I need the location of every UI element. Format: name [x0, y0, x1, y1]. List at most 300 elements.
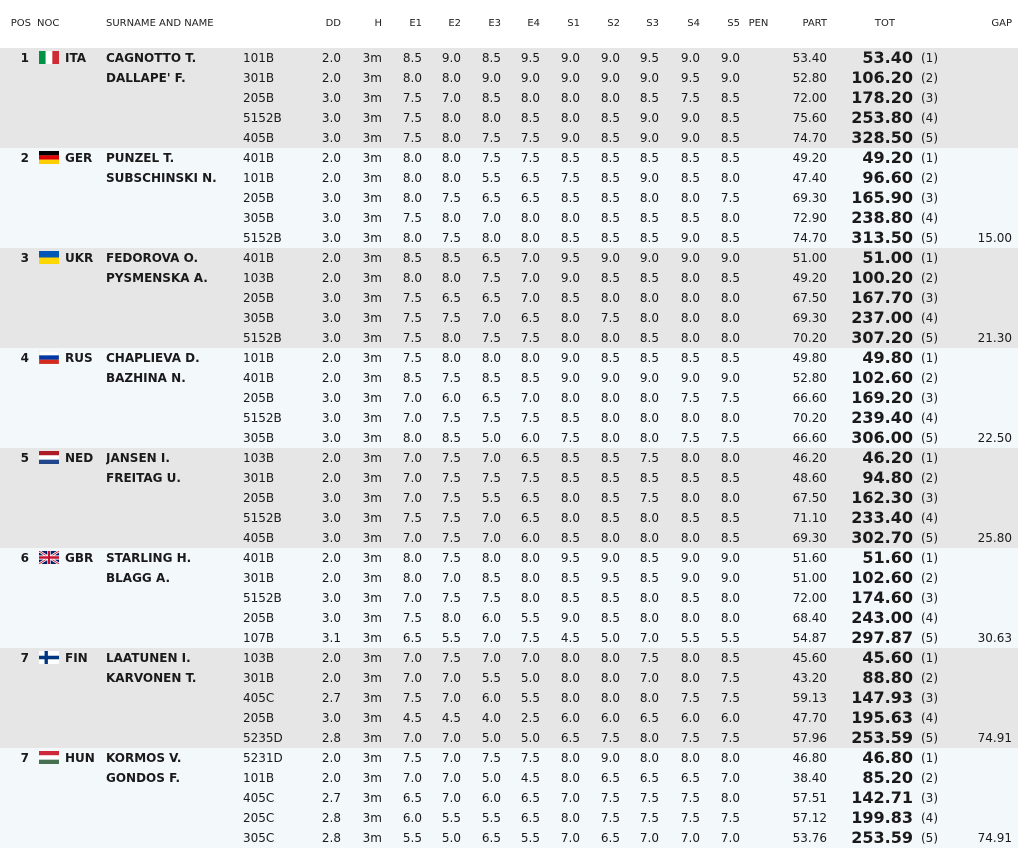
- s2: 9.0: [584, 748, 624, 768]
- table-row: [0, 368, 1018, 388]
- part: 38.40: [773, 768, 829, 788]
- rank: (3): [915, 788, 954, 808]
- height: 3m: [345, 68, 386, 88]
- e2: 7.5: [426, 468, 465, 488]
- rank: (4): [915, 308, 954, 328]
- s1: 8.5: [544, 148, 584, 168]
- athlete-name: FREITAG U.: [106, 468, 243, 488]
- table-row: [0, 708, 1018, 728]
- dd: 2.0: [300, 268, 345, 288]
- noc-cell: [35, 148, 106, 168]
- e4: 2.5: [505, 708, 544, 728]
- noc-code: GBR: [65, 551, 94, 565]
- s5: 8.0: [704, 408, 744, 428]
- s2: 8.5: [584, 228, 624, 248]
- rank: (5): [915, 528, 954, 548]
- tot: 169.20: [829, 388, 915, 408]
- s2: 8.0: [584, 648, 624, 668]
- e4: 8.0: [505, 548, 544, 568]
- height: 3m: [345, 388, 386, 408]
- height: 3m: [345, 748, 386, 768]
- s1: 8.0: [544, 328, 584, 348]
- athlete-name: FEDOROVA O.: [106, 248, 243, 268]
- dive-code: 301B: [243, 468, 300, 488]
- height: 3m: [345, 328, 386, 348]
- s1: 8.5: [544, 408, 584, 428]
- tot: 233.40: [829, 508, 915, 528]
- height-header: H: [374, 18, 382, 29]
- rank: (1): [915, 148, 954, 168]
- s5: 8.0: [704, 748, 744, 768]
- height: 3m: [345, 488, 386, 508]
- e2: 7.0: [426, 688, 465, 708]
- dd: 3.0: [300, 508, 345, 528]
- s1: 8.5: [544, 188, 584, 208]
- pen: [744, 228, 773, 248]
- tot: 238.80: [829, 208, 915, 228]
- pen: [744, 708, 773, 728]
- e4: 6.5: [505, 308, 544, 328]
- results-body: [0, 48, 1018, 848]
- rank: (2): [915, 468, 954, 488]
- table-row: [0, 288, 1018, 308]
- e2: 7.5: [426, 188, 465, 208]
- position: 6: [0, 548, 35, 568]
- part: 53.76: [773, 828, 829, 848]
- table-row: [0, 188, 1018, 208]
- s3: 8.5: [624, 228, 663, 248]
- e2: 7.5: [426, 368, 465, 388]
- dd: 2.7: [300, 788, 345, 808]
- tot: 237.00: [829, 308, 915, 328]
- pen: [744, 308, 773, 328]
- s5: 9.0: [704, 548, 744, 568]
- e3: 7.5: [465, 328, 505, 348]
- tot: 239.40: [829, 408, 915, 428]
- de-flag-icon: [39, 150, 59, 163]
- s5: 8.5: [704, 468, 744, 488]
- noc-code: NED: [65, 451, 94, 465]
- s1: 7.5: [544, 428, 584, 448]
- noc-cell: [35, 48, 106, 68]
- e1: 8.0: [386, 268, 426, 288]
- dive-code: 301B: [243, 68, 300, 88]
- s4: 8.0: [663, 268, 704, 288]
- rank: (2): [915, 768, 954, 788]
- part: 51.60: [773, 548, 829, 568]
- s3: 8.5: [624, 148, 663, 168]
- table-row: [0, 728, 1018, 748]
- e3: 7.0: [465, 508, 505, 528]
- position: 2: [0, 148, 35, 168]
- e1: 7.5: [386, 88, 426, 108]
- dive-code: 5152B: [243, 588, 300, 608]
- e1-header: E1: [409, 18, 422, 29]
- s3: 7.5: [624, 488, 663, 508]
- tot: 302.70: [829, 528, 915, 548]
- part: 49.20: [773, 148, 829, 168]
- e3: 5.0: [465, 768, 505, 788]
- e2: 7.0: [426, 748, 465, 768]
- height: 3m: [345, 448, 386, 468]
- s2: 8.5: [584, 128, 624, 148]
- s5: 9.0: [704, 68, 744, 88]
- dd: 2.0: [300, 168, 345, 188]
- table-row: [0, 388, 1018, 408]
- s2: 5.0: [584, 628, 624, 648]
- s1: 6.5: [544, 728, 584, 748]
- dd: 3.0: [300, 528, 345, 548]
- pen: [744, 188, 773, 208]
- dd: 3.0: [300, 108, 345, 128]
- pen: [744, 568, 773, 588]
- s5: 8.5: [704, 508, 744, 528]
- dive-code: 5152B: [243, 328, 300, 348]
- rank: (2): [915, 168, 954, 188]
- height: 3m: [345, 728, 386, 748]
- dd: 3.0: [300, 308, 345, 328]
- s5: 8.0: [704, 168, 744, 188]
- table-row: [0, 428, 1018, 448]
- pen: [744, 648, 773, 668]
- dive-code: 5152B: [243, 508, 300, 528]
- dd: 3.0: [300, 488, 345, 508]
- s4: 8.0: [663, 308, 704, 328]
- pen: [744, 668, 773, 688]
- e4: 7.5: [505, 408, 544, 428]
- athlete-name: BAZHINA N.: [106, 368, 243, 388]
- s1: 9.0: [544, 348, 584, 368]
- pen: [744, 448, 773, 468]
- height: 3m: [345, 188, 386, 208]
- e4: 7.5: [505, 748, 544, 768]
- table-row: [0, 48, 1018, 68]
- part: 45.60: [773, 648, 829, 668]
- s5: 8.0: [704, 328, 744, 348]
- e4: 5.0: [505, 728, 544, 748]
- s5: 8.5: [704, 128, 744, 148]
- e2: 8.0: [426, 348, 465, 368]
- pen: [744, 588, 773, 608]
- s3: 8.0: [624, 188, 663, 208]
- e1: 8.5: [386, 368, 426, 388]
- part: 74.70: [773, 228, 829, 248]
- part: 74.70: [773, 128, 829, 148]
- s5: 8.5: [704, 88, 744, 108]
- e4: 8.0: [505, 228, 544, 248]
- height: 3m: [345, 808, 386, 828]
- e1: 7.0: [386, 448, 426, 468]
- rank: (1): [915, 748, 954, 768]
- position: 5: [0, 448, 35, 468]
- s4: 8.5: [663, 148, 704, 168]
- part: 66.60: [773, 388, 829, 408]
- s2: 7.5: [584, 308, 624, 328]
- e4: 8.5: [505, 108, 544, 128]
- e2: 7.5: [426, 648, 465, 668]
- position: 7: [0, 648, 35, 668]
- s1: 8.0: [544, 668, 584, 688]
- s1: 8.5: [544, 568, 584, 588]
- gap-value: 22.50: [954, 428, 1018, 448]
- dd: 2.0: [300, 68, 345, 88]
- noc-cell: [35, 548, 106, 568]
- s4: 8.0: [663, 488, 704, 508]
- pen: [744, 368, 773, 388]
- table-row: [0, 768, 1018, 788]
- e3: 7.0: [465, 208, 505, 228]
- part: 47.40: [773, 168, 829, 188]
- e3: 7.0: [465, 648, 505, 668]
- s2: 9.5: [584, 568, 624, 588]
- height: 3m: [345, 608, 386, 628]
- s4: 7.5: [663, 428, 704, 448]
- pen: [744, 168, 773, 188]
- tot: 243.00: [829, 608, 915, 628]
- pen: [744, 248, 773, 268]
- athlete-name: CHAPLIEVA D.: [106, 348, 243, 368]
- noc-code: ITA: [65, 51, 87, 65]
- pen: [744, 688, 773, 708]
- s2: 8.0: [584, 328, 624, 348]
- e4: 7.5: [505, 328, 544, 348]
- dd: 3.0: [300, 88, 345, 108]
- table-row: [0, 568, 1018, 588]
- e1: 8.0: [386, 188, 426, 208]
- part: 57.96: [773, 728, 829, 748]
- table-row: [0, 508, 1018, 528]
- s2: 8.5: [584, 488, 624, 508]
- s5: 8.0: [704, 788, 744, 808]
- rank: (3): [915, 188, 954, 208]
- e4: 6.5: [505, 188, 544, 208]
- s4: 9.5: [663, 68, 704, 88]
- e1: 7.0: [386, 728, 426, 748]
- s3: 8.0: [624, 388, 663, 408]
- e1: 7.0: [386, 488, 426, 508]
- height: 3m: [345, 548, 386, 568]
- table-row: [0, 628, 1018, 648]
- tot: 45.60: [829, 648, 915, 668]
- dive-code: 401B: [243, 148, 300, 168]
- pen: [744, 408, 773, 428]
- e1: 8.0: [386, 568, 426, 588]
- s3: 8.5: [624, 548, 663, 568]
- e3: 8.5: [465, 568, 505, 588]
- dive-code: 101B: [243, 768, 300, 788]
- tot: 102.60: [829, 368, 915, 388]
- athlete-name: CAGNOTTO T.: [106, 48, 243, 68]
- rank: (2): [915, 368, 954, 388]
- rank: (3): [915, 688, 954, 708]
- s3: 9.0: [624, 108, 663, 128]
- e1: 7.0: [386, 588, 426, 608]
- dd: 3.0: [300, 288, 345, 308]
- gap-value: [954, 128, 1018, 148]
- height: 3m: [345, 768, 386, 788]
- s3: 7.5: [624, 788, 663, 808]
- e3: 7.0: [465, 528, 505, 548]
- part: 47.70: [773, 708, 829, 728]
- pen: [744, 428, 773, 448]
- e1: 7.5: [386, 128, 426, 148]
- table-row: [0, 488, 1018, 508]
- part: 69.30: [773, 528, 829, 548]
- e3: 7.0: [465, 448, 505, 468]
- s1: 4.5: [544, 628, 584, 648]
- dd: 2.0: [300, 148, 345, 168]
- it-flag-icon: [39, 50, 59, 63]
- e2: 7.5: [426, 528, 465, 548]
- part: 72.90: [773, 208, 829, 228]
- e1: 8.0: [386, 428, 426, 448]
- tot: 96.60: [829, 168, 915, 188]
- s2: 8.5: [584, 508, 624, 528]
- s2: 6.5: [584, 828, 624, 848]
- s5: 7.5: [704, 388, 744, 408]
- e3: 7.5: [465, 268, 505, 288]
- e1: 6.5: [386, 628, 426, 648]
- dd: 2.0: [300, 648, 345, 668]
- s3: 8.5: [624, 328, 663, 348]
- s5: 9.0: [704, 368, 744, 388]
- s4: 7.5: [663, 788, 704, 808]
- rank: (3): [915, 88, 954, 108]
- e2: 7.5: [426, 508, 465, 528]
- e3: 8.0: [465, 548, 505, 568]
- s4: 9.0: [663, 48, 704, 68]
- height: 3m: [345, 148, 386, 168]
- e4: 6.5: [505, 508, 544, 528]
- e1: 7.0: [386, 408, 426, 428]
- e3: 5.0: [465, 728, 505, 748]
- dd: 3.0: [300, 208, 345, 228]
- s4: 8.0: [663, 608, 704, 628]
- height: 3m: [345, 568, 386, 588]
- e2: 8.0: [426, 128, 465, 148]
- s5: 8.0: [704, 448, 744, 468]
- s5: 9.0: [704, 48, 744, 68]
- e3: 9.0: [465, 68, 505, 88]
- e2: 7.0: [426, 788, 465, 808]
- table-row: [0, 548, 1018, 568]
- s3: 9.0: [624, 368, 663, 388]
- rank: (3): [915, 388, 954, 408]
- dive-code: 205B: [243, 608, 300, 628]
- s2: 8.5: [584, 208, 624, 228]
- e3: 8.5: [465, 48, 505, 68]
- e4: 5.5: [505, 608, 544, 628]
- s2: 9.0: [584, 368, 624, 388]
- e1: 7.5: [386, 688, 426, 708]
- e1: 7.5: [386, 308, 426, 328]
- dd: 2.0: [300, 368, 345, 388]
- s1: 7.5: [544, 168, 584, 188]
- e2: 7.5: [426, 548, 465, 568]
- s5: 7.5: [704, 728, 744, 748]
- e4: 7.0: [505, 288, 544, 308]
- dd: 3.0: [300, 228, 345, 248]
- tot: 51.60: [829, 548, 915, 568]
- table-row: [0, 648, 1018, 668]
- rank: (5): [915, 328, 954, 348]
- pen: [744, 148, 773, 168]
- s3: 7.0: [624, 668, 663, 688]
- athlete-name: PYSMENSKA A.: [106, 268, 243, 288]
- s2: 6.0: [584, 708, 624, 728]
- s1: 8.5: [544, 228, 584, 248]
- s4: 9.0: [663, 548, 704, 568]
- s5: 5.5: [704, 628, 744, 648]
- e1: 7.5: [386, 348, 426, 368]
- e3: 8.5: [465, 88, 505, 108]
- table-row: [0, 308, 1018, 328]
- rank: (1): [915, 48, 954, 68]
- dive-code: 305C: [243, 828, 300, 848]
- part: 66.60: [773, 428, 829, 448]
- table-row: [0, 408, 1018, 428]
- table-row: [0, 348, 1018, 368]
- e2: 8.0: [426, 68, 465, 88]
- e2: 5.5: [426, 628, 465, 648]
- s2: 8.5: [584, 448, 624, 468]
- e4: 8.5: [505, 368, 544, 388]
- table-row: [0, 688, 1018, 708]
- rank: (1): [915, 548, 954, 568]
- s4: 5.5: [663, 628, 704, 648]
- s3: 9.0: [624, 248, 663, 268]
- e2: 8.0: [426, 608, 465, 628]
- s5-header: S5: [727, 18, 740, 29]
- dive-code: 305B: [243, 308, 300, 328]
- part: 67.50: [773, 288, 829, 308]
- s5: 6.0: [704, 708, 744, 728]
- height: 3m: [345, 208, 386, 228]
- rank: (1): [915, 648, 954, 668]
- s1: 7.0: [544, 788, 584, 808]
- e2: 8.0: [426, 328, 465, 348]
- rank: (2): [915, 68, 954, 88]
- dd: 3.1: [300, 628, 345, 648]
- s5: 7.0: [704, 768, 744, 788]
- rank: (5): [915, 628, 954, 648]
- pen: [744, 348, 773, 368]
- e3: 5.5: [465, 488, 505, 508]
- tot: 46.80: [829, 748, 915, 768]
- athlete-name: SUBSCHINSKI N.: [106, 168, 243, 188]
- part: 70.20: [773, 408, 829, 428]
- fi-flag-icon: [39, 650, 59, 663]
- s4: 7.5: [663, 388, 704, 408]
- s2: 8.5: [584, 148, 624, 168]
- s3: 6.5: [624, 708, 663, 728]
- pen: [744, 388, 773, 408]
- s5: 9.0: [704, 568, 744, 588]
- s3: 7.5: [624, 808, 663, 828]
- s1: 9.0: [544, 48, 584, 68]
- e1: 7.0: [386, 648, 426, 668]
- dive-code: 205B: [243, 488, 300, 508]
- s2: 8.5: [584, 468, 624, 488]
- s1-header: S1: [567, 18, 580, 29]
- e2: 7.0: [426, 668, 465, 688]
- part: 49.80: [773, 348, 829, 368]
- e4-header: E4: [527, 18, 540, 29]
- rank: (3): [915, 288, 954, 308]
- pen: [744, 108, 773, 128]
- e1: 7.0: [386, 528, 426, 548]
- s1: 8.0: [544, 388, 584, 408]
